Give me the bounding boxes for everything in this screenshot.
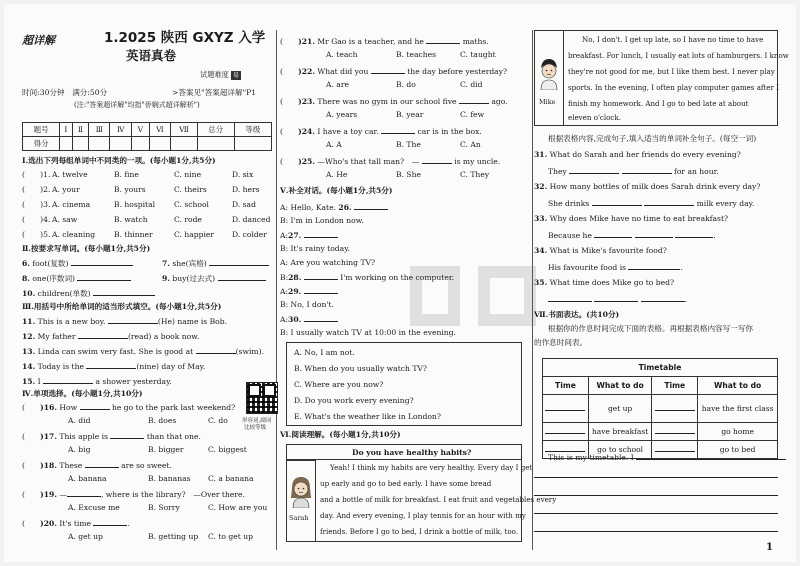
- option-b: B. Sorry: [148, 503, 180, 512]
- column-left: [22, 4, 274, 562]
- option-b: B. teaches: [396, 50, 437, 59]
- writing-instruction: 的作息时间表。: [534, 338, 588, 347]
- question-item: 10. children(单数): [22, 288, 155, 298]
- dialogue-line: B: I usually watch TV at 10:00 in the evening.: [280, 328, 456, 337]
- section-title: Ⅰ.选出下列每组单词中不同类的一项。(每小题1分,共5分): [22, 156, 216, 165]
- question-item: 31. What do Sarah and her friends do every evening?: [534, 150, 741, 159]
- column-divider: [276, 30, 277, 550]
- answer-blank[interactable]: [371, 66, 405, 74]
- question-item: 33. Why does Mike have no time to eat breakfast?: [534, 214, 729, 223]
- question-item: 12. My father (read) a book now.: [22, 332, 200, 341]
- option-c: C. They: [460, 170, 490, 179]
- dialogue-option: A. No, I am not.: [294, 348, 355, 357]
- question-item: 8. one(序数词): [22, 273, 131, 283]
- answer-line: They for an hour.: [548, 167, 719, 176]
- answer-blank[interactable]: [93, 518, 127, 526]
- answer-blank[interactable]: [85, 460, 119, 468]
- option-a: A. big: [68, 445, 91, 454]
- answer-blank[interactable]: [422, 156, 452, 164]
- answer-blank[interactable]: [304, 272, 338, 280]
- option-a: A. years: [326, 110, 358, 119]
- page-title: 1.2025 陕西 GXYZ 入学: [104, 30, 266, 46]
- time-cell[interactable]: [652, 423, 698, 441]
- passage-line: finish my homework. And I go to bed late at about: [568, 99, 749, 108]
- dialogue-line: A: Are you watching TV?: [280, 258, 376, 267]
- option-c: C. How are you: [208, 503, 268, 512]
- passage-line: eleven o'clock.: [568, 113, 621, 122]
- avatar-label: Sarah: [289, 514, 309, 522]
- option-b: B. does: [148, 416, 177, 425]
- question-item: ( )22. What did you the day before yesterday?: [280, 67, 508, 76]
- question-item: 7. she(宾格): [162, 258, 269, 268]
- answer-line: His favourite food is .: [548, 263, 683, 272]
- writing-instruction: 根据你的作息时间完成下面的表格。再根据表格内容写一写你: [548, 324, 754, 333]
- exam-page: [4, 4, 796, 562]
- answer-line: Because he .: [548, 231, 716, 240]
- question-item: 13. Linda can swim very fast. She is good at (swim).: [22, 347, 264, 356]
- time-cell[interactable]: [652, 395, 698, 423]
- option-a: A. teach: [326, 50, 358, 59]
- writing-starter: This is my timetable. I: [548, 452, 786, 462]
- girl-avatar-icon: [287, 474, 315, 508]
- question-item: ( )18. These are so sweet.: [22, 461, 172, 470]
- question-item: ( )16. How he go to the park last weekend?: [22, 403, 236, 412]
- passage-line: up early and go to bed early. I have some bread: [320, 479, 492, 488]
- dialogue-option: C. Where are you now?: [294, 380, 384, 389]
- answer-line: .: [548, 294, 687, 304]
- passage-line: sports. In the evening, I often play computer games after I: [568, 83, 780, 92]
- answer-blank[interactable]: [304, 230, 338, 238]
- timetable-title: Timetable: [543, 359, 778, 377]
- passage-line: they're not good for me, but I like them best. I never play: [568, 67, 775, 76]
- option-a: A. did: [68, 416, 91, 425]
- question-item: ( )24. I have a toy car. car is in the box.: [280, 127, 482, 136]
- dialogue-line: B: I'm in London now.: [280, 216, 364, 225]
- page-subtitle: 英语真卷: [126, 48, 177, 63]
- passage-title: Do you have healthy habits?: [352, 448, 472, 457]
- question-item: ( )4. A. saw B. watch C. rode D. danced: [22, 215, 271, 224]
- option-b: B. bananas: [148, 474, 191, 483]
- answer-blank[interactable]: [110, 431, 144, 439]
- section-title: Ⅲ.用括号中所给单词的适当形式填空。(每小题1分,共5分): [22, 302, 222, 311]
- option-b: B. getting up: [148, 532, 199, 541]
- answer-blank[interactable]: [86, 361, 136, 369]
- time-cell[interactable]: [543, 423, 589, 441]
- option-c: C. did: [460, 80, 483, 89]
- answer-blank[interactable]: [67, 489, 101, 497]
- question-item: 15. I a shower yesterday.: [22, 377, 172, 386]
- question-item: ( )2. A. your B. yours C. theirs D. hers: [22, 185, 260, 194]
- option-a: A. He: [326, 170, 348, 179]
- question-item: ( )19. — , where is the library? —Over there.: [22, 490, 245, 499]
- column-right: [534, 4, 789, 562]
- avatar-label: Mike: [539, 98, 556, 106]
- passage-line: and a bottle of milk for breakfast. I eat fruit and vegetables every: [320, 495, 557, 504]
- question-item: ( )17. This apple is than that one.: [22, 432, 201, 441]
- writing-line[interactable]: [534, 488, 778, 496]
- passage-line: breakfast. For lunch, I usually eat lots of hamburgers. I know: [568, 51, 789, 60]
- section-title: Ⅳ.单项选择。(每小题1分,共10分): [22, 389, 143, 398]
- question-item: ( )3. A. cinema B. hospital C. school D. sad: [22, 200, 256, 209]
- option-c: C. An: [460, 140, 481, 149]
- answer-blank[interactable]: [354, 202, 388, 210]
- option-c: C. few: [460, 110, 485, 119]
- writing-line[interactable]: [534, 506, 778, 514]
- writing-line[interactable]: [534, 470, 778, 478]
- answer-blank[interactable]: [459, 96, 489, 104]
- question-item: 11. This is a new boy. (He) name is Bob.: [22, 317, 228, 326]
- dialogue-line: B: No, I don't.: [280, 300, 334, 309]
- question-item: ( )23. There was no gym in our school five ago.: [280, 97, 508, 106]
- option-b: B. She: [396, 170, 421, 179]
- option-c: C. biggest: [208, 445, 247, 454]
- question-item: ( )1. A. twelve B. fine C. nine D. six: [22, 170, 254, 179]
- option-b: B. bigger: [148, 445, 184, 454]
- section-title: Ⅱ.按要求写单词。(每小题1分,共5分): [22, 244, 151, 253]
- answer-note: (注:"答案超详解"均指"侨娴式超详解析"): [74, 101, 200, 109]
- boy-avatar-icon: [535, 56, 563, 90]
- answer-blank[interactable]: [80, 402, 110, 410]
- question-item: 32. How many bottles of milk does Sarah drink every day?: [534, 182, 761, 191]
- answer-blank[interactable]: [381, 126, 415, 134]
- option-b: B. do: [396, 80, 416, 89]
- time-cell[interactable]: [543, 395, 589, 423]
- brand-logo: 超详解: [22, 34, 55, 47]
- answer-blank[interactable]: [78, 331, 128, 339]
- option-c: C. a banana: [208, 474, 254, 483]
- answer-blank[interactable]: [304, 286, 338, 294]
- question-item: ( )25. —Who's that tall man? — is my uncle.: [280, 157, 501, 166]
- dialogue-option: E. What's the weather like in London?: [294, 412, 441, 421]
- option-c: C. taught: [460, 50, 496, 59]
- dialogue-option: B. When do you usually watch TV?: [294, 364, 427, 373]
- dialogue-line: B: It's rainy today.: [280, 244, 350, 253]
- reading-instruction: 根据表格内容,完成句子,填入适当的单词补全句子。(每空一词): [548, 134, 757, 143]
- question-item: ( )5. A. cleaning B. thinner C. happier D. colder: [22, 230, 267, 239]
- question-item: 6. foot(复数): [22, 258, 133, 268]
- dialogue-line: A:29.: [280, 286, 338, 296]
- answer-blank[interactable]: [77, 273, 131, 281]
- question-item: 14. Today is the (nine) day of May.: [22, 362, 206, 371]
- answer-blank[interactable]: [108, 316, 158, 324]
- option-c: C. to get up: [208, 532, 253, 541]
- question-item: 34. What is Mike's favourite food?: [534, 246, 667, 255]
- option-c: C. do: [208, 416, 228, 425]
- option-b: B. year: [396, 110, 424, 119]
- answer-blank[interactable]: [71, 258, 133, 266]
- answer-reference: >答案见"答案超详解"P1: [172, 88, 257, 97]
- score-table: 题号 Ⅰ Ⅱ Ⅲ Ⅳ Ⅴ Ⅵ Ⅶ 总分 等级 得分: [22, 122, 272, 151]
- option-a: A. banana: [68, 474, 107, 483]
- page-number: 1: [766, 542, 773, 553]
- writing-line[interactable]: [534, 524, 778, 532]
- section-title: Ⅶ.书面表达。(共10分): [534, 310, 620, 319]
- dialogue-line: A:30.: [280, 314, 338, 324]
- difficulty-label: 试题难度 易: [200, 70, 240, 79]
- answer-blank[interactable]: [43, 376, 93, 384]
- time-info: 时间:30分钟 满分:50分: [22, 88, 108, 97]
- answer-blank[interactable]: [426, 36, 460, 44]
- dialogue-line: A: Hello, Kate. 26.: [280, 202, 388, 212]
- passage-line: friends. Before I go to bed, I drink a bottle of milk, too.: [320, 527, 519, 536]
- answer-blank[interactable]: [93, 288, 155, 296]
- question-item: ( )21. Mr Gao is a teacher, and he maths.: [280, 37, 489, 46]
- passage-line: No, I don't. I get up late, so I have no time to have: [582, 35, 764, 44]
- timetable: Timetable Time What to do Time What to do get up have the first class have breakfast go home go to school go to bed: [542, 358, 778, 459]
- qr-caption: 形容词,副词: [242, 418, 272, 424]
- option-a: A. are: [326, 80, 349, 89]
- answer-blank[interactable]: [304, 314, 338, 322]
- dialogue-line: B:28. I'm working on the computer.: [280, 273, 455, 282]
- qr-code-icon[interactable]: [246, 382, 278, 414]
- question-item: 9. buy(过去式): [162, 273, 266, 283]
- difficulty-badge: 易: [233, 71, 240, 79]
- option-b: B. The: [396, 140, 421, 149]
- qr-caption: 比较等级: [244, 425, 267, 431]
- passage-line: day. And every evening, I play tennis for an hour with my: [320, 511, 526, 520]
- answer-line: She drinks milk every day.: [548, 199, 755, 208]
- answer-blank[interactable]: [209, 258, 269, 266]
- question-item: ( )20. It's time .: [22, 519, 130, 528]
- option-a: A. Excuse me: [68, 503, 120, 512]
- question-item: 35. What time does Mike go to bed?: [534, 278, 675, 287]
- passage-line: Yeah! I think my habits are very healthy. Every day I get: [330, 463, 533, 472]
- dialogue-option: D. Do you work every evening?: [294, 396, 414, 405]
- option-a: A. get up: [68, 532, 103, 541]
- dialogue-line: A:27.: [280, 230, 338, 240]
- answer-blank[interactable]: [196, 346, 236, 354]
- option-a: A. A: [326, 140, 342, 149]
- answer-blank[interactable]: [218, 273, 266, 281]
- section-title: Ⅴ.补全对话。(每小题1分,共5分): [280, 186, 393, 195]
- section-title: Ⅵ.阅读理解。(每小题1分,共10分): [280, 430, 401, 439]
